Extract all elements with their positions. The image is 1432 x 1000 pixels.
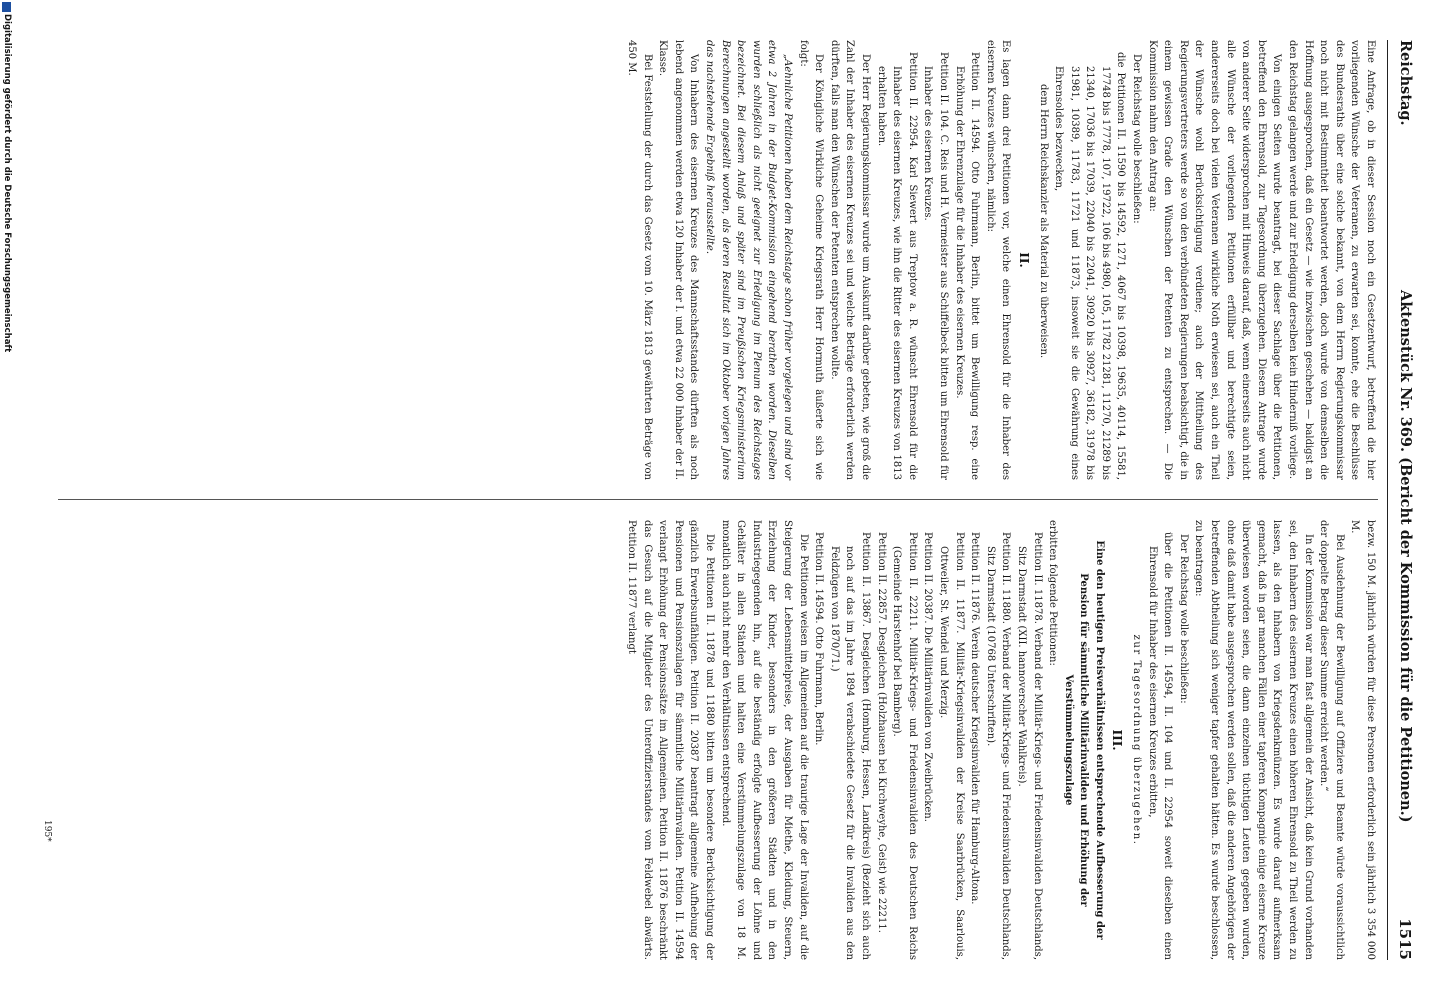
left-column <box>624 40 1379 480</box>
paragraph: In der Kommission war man fast allgemein der Ansicht, daß kein Grund vorhanden sei, den Inhabern des eisernen Kreuzes einen höheren Ehrensold zu Theil werden zu lassen, als den Inhabern von Kriegsdenkmünzen. Es wurde darauf aufmerksam gemacht, daß in gar manchen Fällen einer tapferen Kompagnie einige eiserne Kreuze überwiesen worden seien, die dann einzelnen tüchtigen Leuten gegeben wurden, ohne daß damit habe ausgesprochen werden sollen, daß die anderen Angehörigen der betreffenden Abtheilung sich weniger tapfer gehalten hätten. Es wurde beschlossen, zu beantragen: <box>1193 520 1314 960</box>
paragraph: Es lagen dann drei Petitionen vor, welche einen Ehrensold für die Inhaber des eisernen Kreuzes wünschen, nämlich: <box>984 40 1012 480</box>
paragraph: Petition II. 22857. Desgleichen (Holzhausen bei Kirchweyhe, Geist) wie 22211. <box>875 532 887 933</box>
paragraph: die Petitionen II. 11590 bis 14592, 1271, 4067 bis 10398, 19635, 40114, 15581, 17748 bis 17778, 107, 19722, 106 bis 4980, 105, 11782 21281, 11270, 21289 bis 21340, 17036 bis 17039, 22040 bis 22041, 30920 bis 30927, 36182, 31978 bis 31981, 10389, 11783, 11721 und 11873, insoweit sie die Gewährung eines Ehrensoldes bezwecken, <box>1053 52 1127 480</box>
paragraph: Petition II. 22954. Karl Siewert aus Treptow a. R. wünscht Ehrensold für die Inhaber des eisernen Kreuzes, wie ihn die Ritter des eisernen Kreuzes von 1813 erhalten haben. <box>875 52 918 480</box>
paragraph: Der Reichstag wolle beschließen: <box>1131 54 1143 224</box>
header-center-title: Aktenstück Nr. 369. <box>1397 290 1414 453</box>
header-left: Reichstag. <box>1397 40 1414 126</box>
paragraph: dem Herrn Reichskanzler als Material zu überweisen. <box>1037 84 1049 359</box>
paragraph: Petition II. 11878. Verband der Militär-Kriegs- und Friedensinvaliden Deutschlands, Sitz Darmstadt (XII. hannoverscher Wahlkreis). <box>1015 532 1043 960</box>
paragraph: Petition II. 14594. Otto Fuhrmann, Berlin. <box>813 532 825 746</box>
paragraph: Die Petitionen II. 11878 und 11880 bitten um besondere Berücksichtigung der gänzlich Erwerbsunfähigen. Petition II. 20387 beantragt allgemeine Aufhebung der Pensionen und Pensionszulagen für sämmtliche Militärinvaliden. Petition II. 14594 verlangt Erhöhung der Pensionssätze im Allgemeinen. Petition II. 11876 beschränkt das Gesuch auf die Mitglieder des Unteroffizierstandes vom Feldwebel abwärts. Petition II. 11877 verlangt <box>626 520 716 960</box>
paragraph: Der Reichstag wolle beschließen: <box>1177 534 1189 704</box>
paragraph: Bei Feststellung der durch das Gesetz vom 10. März 1813 gewährten Beträge von 450 M. <box>626 40 653 480</box>
paragraph: zur Tagesordnung überzugehen. <box>1131 634 1143 846</box>
footer-text: Digitalisierung gefördert durch die Deutsche Forschungsgemeinschaft <box>2 14 12 353</box>
paragraph: Die Petitionen weisen im Allgemeinen auf die traurige Lage der Invaliden, auf die Steigerung der Lebensmittelpreise, der Ausgaben für Miethe, Kleidung, Steuern, Erziehung der Kinder, besonders in den größeren Städten und in den Industriegegenden hin, auf die beständig erfolgte Aufbesserung der Löhne und Gehälter in allen Ständen und halten eine Verstümmelungszulage von 18 M. monatlich auch nicht mehr den Verhältnissen entsprechend. <box>719 520 809 960</box>
paragraph: Petition II. 104. C. Reis und H. Vermeister aus Schiffelbeck bitten um Ehrensold für Inhaber des eisernen Kreuzes. <box>922 52 949 480</box>
paragraph: „Aehnliche Petitionen haben dem Reichstage schon früher vorgelegen und sind vor etwa 2 Jahren in der Budget-Kommission eingehend berathen worden. Dieselben wurden schließlich als nicht geeignet zur Erledigung im Plenum des Reichstages bezeichnet. Bei diesem Anlaß und später sind im Preußischen Kriegsministerium Berechnungen angestellt worden, als deren Resultat sich im Oktober vorigen Jahres das nachstehende Ergebniß herausstellte. <box>704 40 794 480</box>
paragraph: Von einigen Seiten wurde beantragt, bei dieser Sachlage über die Petitionen, betreffend den Ehrensold, zur Tagesordnung überzugehen. Diesem Antrage wurde von anderer Seite widersprochen mit Hinweis darauf, daß, wenn einerseits auch nicht alle Wünsche der vorliegenden Petitionen erfüllbar und berechtigte seien, andererseits doch bei vielen Veteranen wirkliche Noth erwiesen sei, auch ein Theil der Wünsche wohl Berücksichtigung verdiene; auch der Mittheilung des Regierungsvertreters werde so von den verbündeten Regierungen beabsichtigt, die in einem gewissen Grade den Wünschen der Petenten zu entsprechen. — Die Kommission nahm den Antrag an: <box>1146 40 1283 480</box>
header-center-suffix: (Bericht der Kommission für die Petitionen.) <box>1397 457 1414 823</box>
paragraph: Petition II. 20387. Die Militärinvaliden von Zweibrücken. <box>922 532 934 822</box>
header-center <box>1397 290 1414 822</box>
column-divider <box>58 499 1378 500</box>
footer <box>0 0 12 1000</box>
paragraph: Petition II. 11877. Militär-Kriegsinvaliden der Kreise Saarbrücken, Saarlouis, Ottweiler, St. Wendel und Merzig. <box>937 532 965 960</box>
page-number: 1515 <box>1396 918 1414 960</box>
paragraph: Petition II. 14594. Otto Fuhrmann, Berlin, bittet um Bewilligung resp. eine Erhöhung der Ehrenzulage für die Inhaber des eisernen Kreuzes. <box>953 52 981 480</box>
paragraph: erbitten folgende Petitionen: <box>1047 520 1059 666</box>
paragraph: Petition II. 11876. Verein deutscher Kriegsinvaliden für Hamburg-Altona. <box>969 532 981 905</box>
paragraph: Petition II. 13867. Desgleichen (Homburg, Hessen, Landkreis) (Bezieht sich auch noch auf das im Jahre 1894 verabschiedete Gesetz für die Invaliden aus den Feldzügen von 1870/71.) <box>828 532 871 960</box>
paragraph: Petition II. 11880. Verband der Militär-Kriegs- und Friedensinvaliden Deutschlands, Sitz Darmstadt (10768 Unterschriften). <box>984 532 1012 960</box>
paragraph: Eine Anfrage, ob in dieser Session noch ein Gesetzentwurf, betreffend die hier vorliegenden Wünsche der Veteranen, zu erwarten sei, konnte, ehe die Beschlüsse des Bundesraths über eine solche bekannt, von dem Herrn Regierungskommissar noch nicht mit Bestimmtheit beantwortet werden, doch wurde von demselben die Hoffnung ausgesprochen, daß ein Gesetz — wie inzwischen geschehen — baldigst an den Reichstag gelangen werde und zur Erledigung derselben kein Hinderniß vorliege. <box>1287 40 1376 480</box>
paragraph: Von Inhabern des eisernen Kreuzes des Mannschaftsstandes dürften als noch lebend angenommen werden etwa 120 Inhaber der I. und etwa 22 000 Inhaber der II. Klasse. <box>657 40 700 480</box>
dfg-logo-icon <box>2 2 11 12</box>
right-column <box>624 520 1379 960</box>
page-header <box>1392 40 1414 960</box>
paragraph: bezw. 150 M. jährlich würden für diese Personen erforderlich sein jährlich 3 354 000 M. <box>1349 520 1376 960</box>
header-rule <box>1387 40 1388 960</box>
paragraph: Der Königliche Wirkliche Geheime Kriegsrath Herr Hormuth äußerte sich wie folgt: <box>797 40 825 480</box>
paragraph: Petition II. 22211. Militär-Kriegs- und Friedensinvaliden des Deutschen Reichs (Gemeinde Harstenhof bei Bamberg). <box>891 532 918 960</box>
paragraph: Der Herr Regierungskommissar wurde um Auskunft darüber gebeten, wie groß die Zahl der Inhaber des eisernen Kreuzes sei und welche Beträge erforderlich werden dürften, falls man den Wünschen der Petenten entsprechen wollte. <box>828 40 871 480</box>
paragraph: Eine den heutigen Preisverhältnissen entsprechende Aufbesserung der Pension für sämmtliche Militärinvaliden und Erhöhung der Verstümmelungszulage <box>1062 540 1105 940</box>
section-heading: III. <box>1110 729 1125 751</box>
paragraph: über die Petitionen II. 14594, II. 104 und II. 22954 soweit dieselben einen Ehrensold für Inhaber des eisernen Kreuzes erbitten, <box>1146 532 1174 960</box>
section-heading: II. <box>1016 252 1031 268</box>
page-marker: 195* <box>42 820 52 842</box>
paragraph: Bei Ausdehnung der Bewilligung auf Offiziere und Beamte würde voraussichtlich der doppelte Betrag dieser Summe erreicht werden.“ <box>1318 520 1345 960</box>
